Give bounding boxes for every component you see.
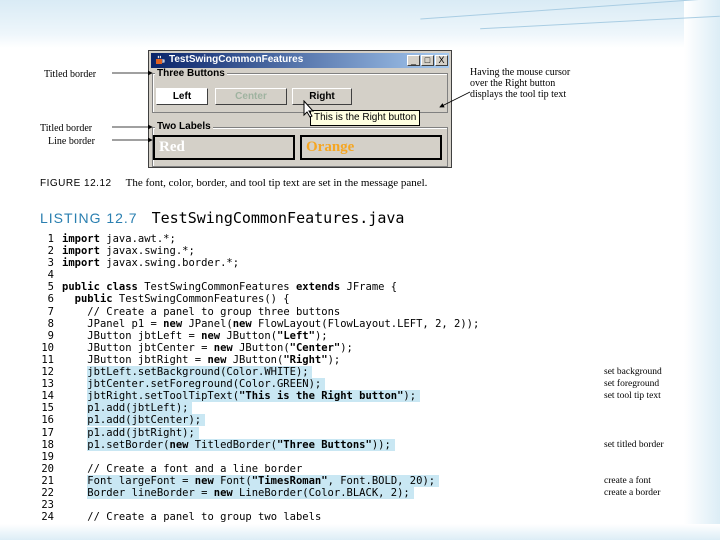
line-number: 11: [41, 353, 54, 366]
side-note: set titled border: [604, 439, 664, 450]
line-number: 15: [41, 402, 54, 415]
line-number: 13: [41, 378, 54, 391]
code-text: // Create a panel to group two labels: [62, 511, 322, 524]
side-note: set tool tip text: [604, 391, 661, 402]
code-line: [34, 427, 684, 439]
code-text: // Create a panel to group three buttons: [62, 305, 341, 318]
line-number: 5: [47, 281, 54, 294]
code-text: // Create a font and a line border: [62, 462, 303, 475]
line-number: 12: [41, 366, 54, 379]
code-text: public class TestSwingCommonFeatures extends JFrame {: [62, 281, 398, 294]
line-number: 8: [47, 317, 54, 330]
code-text: JButton jbtRight = new JButton("Right");: [87, 353, 341, 366]
code-line: [34, 342, 684, 354]
code-text: p1.add(jbtRight);: [62, 426, 195, 439]
line-number: 23: [41, 499, 54, 512]
code-line: [34, 293, 684, 305]
minimize-button[interactable]: _: [407, 55, 420, 66]
code-line: [34, 499, 684, 511]
figure-caption-text: The font, color, border, and tool tip text are set in the message panel.: [125, 177, 428, 189]
code-text: import javax.swing.border.*;: [62, 257, 240, 270]
red-label-text: Red: [159, 139, 185, 155]
callout-line-border: Line border: [48, 136, 95, 147]
line-number: 7: [47, 305, 54, 318]
figure-label: FIGURE 12.12: [40, 178, 112, 189]
line-number: 2: [47, 245, 54, 258]
code-text: jbtLeft.setBackground(Color.WHITE);: [87, 366, 309, 379]
line-number: 21: [41, 474, 54, 487]
close-button[interactable]: X: [435, 55, 448, 66]
side-note: create a font: [604, 475, 651, 486]
callout-mouse-note-line: Having the mouse cursor: [470, 67, 571, 78]
line-number: 4: [47, 269, 54, 282]
maximize-button[interactable]: □: [421, 55, 434, 66]
line-number: 20: [41, 462, 54, 475]
callout-mouse-note-line: displays the tool tip text: [470, 89, 567, 100]
orange-label-text: Orange: [306, 139, 355, 155]
code-text: Font largeFont = new Font("TimesRoman", Font.BOLD, 20);: [87, 474, 436, 487]
code-text: JPanel p1 = new JPanel(new FlowLayout(FlowLayout.LEFT, 2, 2));: [87, 317, 480, 330]
code-line: [34, 487, 684, 499]
line-number: 19: [41, 450, 54, 463]
line-number: 14: [41, 390, 54, 403]
listing-name: TestSwingCommonFeatures.java: [151, 209, 405, 227]
code-text: jbtCenter.setForeground(Color.GREEN);: [87, 378, 322, 391]
callout-arrows: [0, 0, 720, 180]
right-button[interactable]: Right: [292, 88, 352, 105]
code-text: public TestSwingCommonFeatures() {: [74, 293, 290, 306]
callout-titled-border-1: Titled border: [44, 69, 97, 80]
code-line: [34, 451, 684, 463]
line-number: 6: [47, 293, 54, 306]
side-note: set background: [604, 367, 662, 378]
side-note: create a border: [604, 487, 661, 498]
line-number: 16: [41, 414, 54, 427]
callout-mouse-note-line: over the Right button: [470, 78, 556, 89]
code-text: p1.setBorder(new TitledBorder("Three Buttons"));: [62, 438, 391, 451]
code-text: import javax.swing.*;: [62, 245, 195, 258]
figure-caption: [40, 177, 427, 189]
code-line: [34, 281, 684, 293]
code-text: Border lineBorder = new LineBorder(Color.BLACK, 2);: [87, 486, 410, 499]
line-number: 24: [41, 511, 54, 524]
code-line: [34, 366, 684, 378]
code-line: [34, 390, 684, 402]
window-title: TestSwingCommonFeatures: [169, 54, 304, 65]
line-number: 10: [41, 341, 54, 354]
code-line: [34, 330, 684, 342]
code-line: [34, 318, 684, 330]
line-number: 17: [41, 426, 54, 439]
code-text: jbtRight.setToolTipText("This is the Right button");: [87, 390, 417, 403]
code-line: [34, 439, 684, 451]
code-line: [34, 233, 684, 245]
code-text: p1.add(jbtCenter);: [62, 414, 202, 427]
side-note: set foreground: [604, 379, 660, 390]
code-line: [34, 511, 684, 523]
left-button[interactable]: Left: [156, 88, 208, 105]
code-text: JButton jbtLeft = new JButton("Left");: [87, 329, 328, 342]
callout-titled-border-2: Titled border: [40, 123, 93, 134]
listing-label: LISTING 12.7: [40, 210, 138, 226]
line-number: 1: [47, 233, 54, 245]
line-number: 3: [47, 257, 54, 270]
center-button[interactable]: Center: [215, 88, 287, 105]
line-number: 18: [41, 438, 54, 451]
code-line: [34, 257, 684, 269]
code-line: [34, 245, 684, 257]
line-number: 9: [47, 329, 54, 342]
listing-title: [40, 209, 404, 228]
code-text: p1.add(jbtLeft);: [62, 402, 189, 415]
three-buttons-title: Three Buttons: [157, 68, 225, 79]
code-text: JButton jbtCenter = new JButton("Center");: [87, 341, 353, 354]
two-labels-title: Two Labels: [157, 121, 211, 132]
code-line: [34, 354, 684, 366]
tooltip: This is the Right button: [310, 110, 420, 126]
slide-bottom-band: [0, 524, 720, 540]
code-line: [34, 414, 684, 426]
code-line: [34, 378, 684, 390]
code-line: [34, 475, 684, 487]
code-line: [34, 269, 684, 281]
code-line: [34, 306, 684, 318]
code-line: [34, 463, 684, 475]
code-listing: [34, 233, 684, 523]
line-number: 22: [41, 486, 54, 499]
code-text: import java.awt.*;: [62, 233, 176, 245]
code-line: [34, 402, 684, 414]
